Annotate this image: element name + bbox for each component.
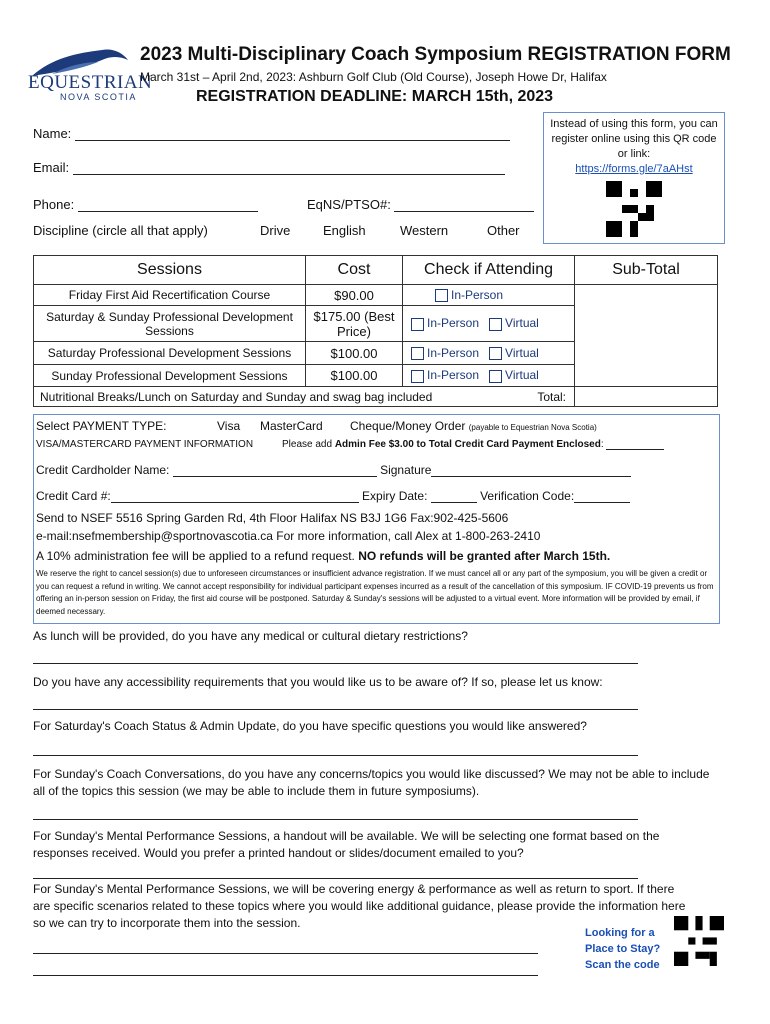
payment-section xyxy=(33,414,720,624)
registration-deadline: REGISTRATION DEADLINE: MARCH 15th, 2023 xyxy=(196,88,554,105)
answer-line-scenarios-2[interactable] xyxy=(33,974,538,976)
table-row: Saturday & Sunday Professional Development Sessions $175.00 (Best Price) In-Person Virtual xyxy=(34,306,718,342)
cardholder-field[interactable]: Credit Cardholder Name: Signature xyxy=(36,463,631,477)
table-row: Friday First Aid Recertification Course $90.00 In-Person xyxy=(34,285,718,306)
discipline-english[interactable]: English xyxy=(323,223,366,238)
mailing-address: Send to NSEF 5516 Spring Garden Rd, 4th Floor Halifax NS B3J 1G6 Fax:902-425-5606 xyxy=(36,511,509,525)
checkbox-friday-inperson[interactable] xyxy=(435,289,448,302)
sessions-table xyxy=(33,255,718,407)
table-row: Sunday Professional Development Sessions $100.00 In-Person Virtual xyxy=(34,365,718,387)
logo-word: EQUESTRIAN xyxy=(28,72,153,93)
discipline-western[interactable]: Western xyxy=(400,223,449,238)
registration-link[interactable]: https://forms.gle/7aAHst xyxy=(575,163,693,175)
card-payment-info-label: VISA/MASTERCARD PAYMENT INFORMATION xyxy=(36,439,254,450)
discipline-other[interactable]: Other xyxy=(487,223,520,238)
answer-line-dietary[interactable] xyxy=(33,662,638,664)
discipline-label: Discipline (circle all that apply) xyxy=(33,223,208,238)
total-cell[interactable] xyxy=(575,387,718,407)
checkbox-saturday-inperson[interactable] xyxy=(411,347,424,360)
question-dietary: As lunch will be provided, do you have any medical or cultural dietary restrictions? xyxy=(33,629,468,643)
name-field[interactable]: Name: xyxy=(33,126,510,141)
phone-field[interactable]: Phone: xyxy=(33,197,258,212)
col-subtotal: Sub-Total xyxy=(575,256,718,285)
question-sunday-conversations: For Sunday's Coach Conversations, do you have any concerns/topics you would like discussed? We may not be able to include all of the topics this session (we may be able to include them in future symposiums). xyxy=(33,767,710,798)
cancellation-fine-print: We reserve the right to cancel session(s) due to unforeseen circumstances or insufficient advance registration. If we must cancel all or any part of the symposium, you will be given a credit or you can request a refund in writing. We cannot accept responsibility for individual participant expenses incurred as a result of the cancellation of this symposium. IF COVID-19 prevents us from offering an in-person session on Friday, the first aid course will be postponed. Saturday & Sunday's sessions will be adjusted to a virtual event. More information will be provided by email, if deemed necessary. xyxy=(36,569,714,616)
checkbox-weekend-inperson[interactable] xyxy=(411,318,424,331)
checkbox-sunday-virtual[interactable] xyxy=(489,370,502,383)
answer-line-sunday-conversations[interactable] xyxy=(33,818,638,820)
place-to-stay-note: Looking for a Place to Stay? Scan the code xyxy=(585,927,661,971)
answer-line-handout-format[interactable] xyxy=(33,877,638,879)
total-label: Total: xyxy=(537,389,566,404)
payment-mastercard[interactable]: MasterCard xyxy=(260,419,323,433)
online-registration-box xyxy=(543,112,725,244)
payment-type-label: Select PAYMENT TYPE: xyxy=(36,419,167,433)
checkbox-weekend-virtual[interactable] xyxy=(489,318,502,331)
col-cost: Cost xyxy=(306,256,403,285)
question-saturday: For Saturday's Coach Status & Admin Update, do you have specific questions you would like answered? xyxy=(33,719,587,733)
answer-line-scenarios-1[interactable] xyxy=(33,952,538,954)
table-footer-row xyxy=(34,387,718,407)
col-attending: Check if Attending xyxy=(403,256,575,285)
refund-policy: A 10% administration fee will be applied to a refund request. NO refunds will be granted after March 15th. xyxy=(36,549,611,563)
answer-line-saturday[interactable] xyxy=(33,754,638,756)
accommodation-qr-code-icon xyxy=(674,915,724,967)
logo-sub: NOVA SCOTIA xyxy=(60,92,137,102)
card-number-field[interactable]: Credit Card #: Expiry Date: Verification Code: xyxy=(36,489,630,503)
contact-info: e-mail:nsefmembership@sportnovascotia.ca For more information, call Alex at 1-800-263-2410 xyxy=(36,529,541,543)
admin-fee-note: Please add Admin Fee $3.00 to Total Credit Card Payment Enclosed: xyxy=(282,439,664,450)
payment-cheque[interactable]: Cheque/Money Order (payable to Equestrian Nova Scotia) xyxy=(350,419,597,433)
table-row: Saturday Professional Development Sessions $100.00 In-Person Virtual xyxy=(34,342,718,365)
subtotal-cell[interactable] xyxy=(575,285,718,387)
checkbox-sunday-inperson[interactable] xyxy=(411,370,424,383)
online-registration-text: Instead of using this form, you can register online using this QR code or link: xyxy=(550,118,718,160)
answer-line-accessibility[interactable] xyxy=(33,708,638,710)
checkbox-saturday-virtual[interactable] xyxy=(489,347,502,360)
page-title: 2023 Multi-Disciplinary Coach Symposium REGISTRATION FORM xyxy=(140,44,731,65)
event-dates: March 31st – April 2nd, 2023: Ashburn Golf Club (Old Course), Joseph Howe Dr, Halifax xyxy=(140,70,607,84)
qr-code-icon xyxy=(606,181,662,237)
question-accessibility: Do you have any accessibility requirements that you would like us to be aware of? If so, please let us know: xyxy=(33,675,603,689)
eqns-field[interactable]: EqNS/PTSO#: xyxy=(307,197,534,212)
question-scenarios: For Sunday's Mental Performance Sessions, we will be covering energy & performance as well as return to sport. If there are specific scenarios related to these topics where you would like additional guidance, please provide the information here so we can try to incorporate them into the session. xyxy=(33,882,686,930)
discipline-drive[interactable]: Drive xyxy=(260,223,291,238)
email-field[interactable]: Email: xyxy=(33,160,505,175)
included-note: Nutritional Breaks/Lunch on Saturday and Sunday and swag bag included xyxy=(40,389,433,404)
payment-visa[interactable]: Visa xyxy=(217,419,241,433)
question-handout-format: For Sunday's Mental Performance Sessions, a handout will be available. We will be selecting one format based on the responses received. Would you prefer a printed handout or slides/document emailed to you? xyxy=(33,829,660,860)
col-sessions: Sessions xyxy=(34,256,306,285)
